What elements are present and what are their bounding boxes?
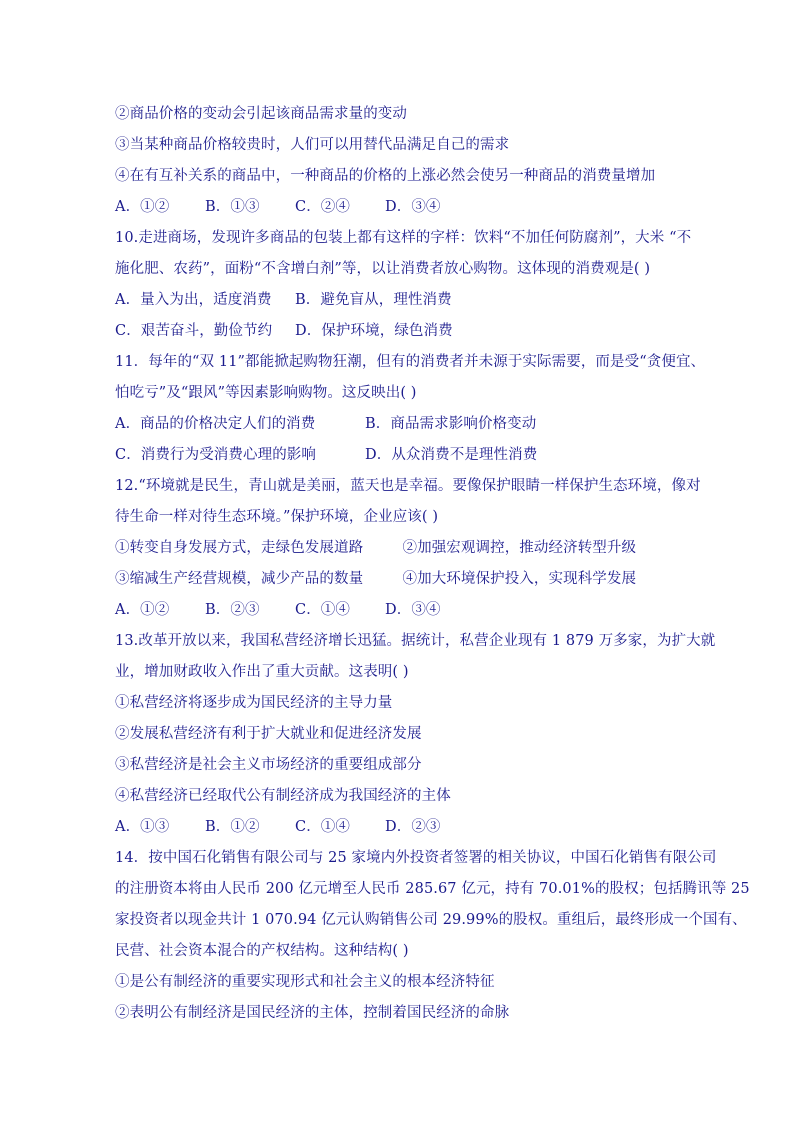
options-row xyxy=(115,285,690,316)
text-line: ④私营经济已经取代公有制经济成为我国经济的主体 xyxy=(115,788,451,804)
options-row xyxy=(115,595,690,626)
text-line: 施化肥、农药”，面粉“不含增白剂”等，以让消费者放心购物。这体现的消费观是( ) xyxy=(115,261,651,277)
text-line: ①是公有制经济的重要实现形式和社会主义的根本经济特征 xyxy=(115,974,495,990)
option-item: A．①③ xyxy=(115,819,170,835)
option-item: B．避免盲从，理性消费 xyxy=(295,292,452,308)
text-line: ③私营经济是社会主义市场经济的重要组成部分 xyxy=(115,757,422,773)
text-line: 家投资者以现金共计 1 070.94 亿元认购销售公司 29.99%的股权。重组后，最终形成一个国有、 xyxy=(115,912,747,928)
option-item: A．商品的价格决定人们的消费 xyxy=(115,416,316,432)
option-item: C．①④ xyxy=(295,819,350,835)
option-item: ②加强宏观调控，推动经济转型升级 xyxy=(402,540,637,556)
options-row xyxy=(115,533,690,564)
text-line: 民营、社会资本混合的产权结构。这种结构( ) xyxy=(115,943,409,959)
option-item: A．①② xyxy=(115,602,170,618)
options-row xyxy=(115,440,690,471)
option-item: ④加大环境保护投入，实现科学发展 xyxy=(402,571,637,587)
text-line: 业，增加财政收入作出了重大贡献。这表明( ) xyxy=(115,664,409,680)
option-item: D．从众消费不是理性消费 xyxy=(365,447,538,463)
option-item: C．②④ xyxy=(295,199,350,215)
text-line: ③当某种商品价格较贵时，人们可以用替代品满足自己的需求 xyxy=(115,137,510,153)
option-item: B．①② xyxy=(205,819,260,835)
option-item: C．消费行为受消费心理的影响 xyxy=(115,447,316,463)
option-item: A．①② xyxy=(115,199,170,215)
options-row xyxy=(115,409,690,440)
text-line: 的注册资本将由人民币 200 亿元增至人民币 285.67 亿元，持有 70.01%的股权；包括腾讯等 25 xyxy=(115,881,750,897)
text-line: 10.走进商场，发现许多商品的包装上都有这样的字样：饮料“不加任何防腐剂”，大米 “不 xyxy=(115,230,692,246)
text-line: 12.“环境就是民生，青山就是美丽，蓝天也是幸福。要像保护眼睛一样保护生态环境，像对 xyxy=(115,478,701,494)
option-item: A．量入为出，适度消费 xyxy=(115,292,272,308)
text-line: 14．按中国石化销售有限公司与 25 家境内外投资者签署的相关协议，中国石化销售有限公司 xyxy=(115,850,717,866)
option-item: C．艰苦奋斗，勤俭节约 xyxy=(115,323,273,339)
text-line: ②商品价格的变动会引起该商品需求量的变动 xyxy=(115,106,407,122)
option-item: B．商品需求影响价格变动 xyxy=(365,416,537,432)
options-row xyxy=(115,812,690,843)
text-line: 13.改革开放以来，我国私营经济增长迅猛。据统计，私营企业现有 1 879 万多家，为扩大就 xyxy=(115,633,716,649)
text-line: 怕吃亏”及“跟风”等因素影响购物。这反映出( ) xyxy=(115,385,417,401)
text-line: ④在有互补关系的商品中，一种商品的价格的上涨必然会使另一种商品的消费量增加 xyxy=(115,168,656,184)
option-item: D．保护环境，绿色消费 xyxy=(295,323,453,339)
document-page xyxy=(115,99,750,1029)
option-item: ③缩减生产经营规模，减少产品的数量 xyxy=(115,571,364,587)
text-line: 11．每年的“双 11”都能掀起购物狂潮，但有的消费者并未源于实际需要，而是受“贪便宜、 xyxy=(115,354,706,370)
option-item: ①转变自身发展方式，走绿色发展道路 xyxy=(115,540,364,556)
text-line: ②表明公有制经济是国民经济的主体，控制着国民经济的命脉 xyxy=(115,1005,510,1021)
option-item: C．①④ xyxy=(295,602,350,618)
options-row xyxy=(115,192,690,223)
option-item: D．③④ xyxy=(385,602,441,618)
options-row xyxy=(115,564,690,595)
options-row xyxy=(115,316,690,347)
option-item: B．①③ xyxy=(205,199,260,215)
text-line: ②发展私营经济有利于扩大就业和促进经济发展 xyxy=(115,726,422,742)
option-item: B．②③ xyxy=(205,602,260,618)
option-item: D．②③ xyxy=(385,819,441,835)
option-item: D．③④ xyxy=(385,199,441,215)
text-line: 待生命一样对待生态环境。”保护环境，企业应该( ) xyxy=(115,509,439,525)
text-line: ①私营经济将逐步成为国民经济的主导力量 xyxy=(115,695,393,711)
